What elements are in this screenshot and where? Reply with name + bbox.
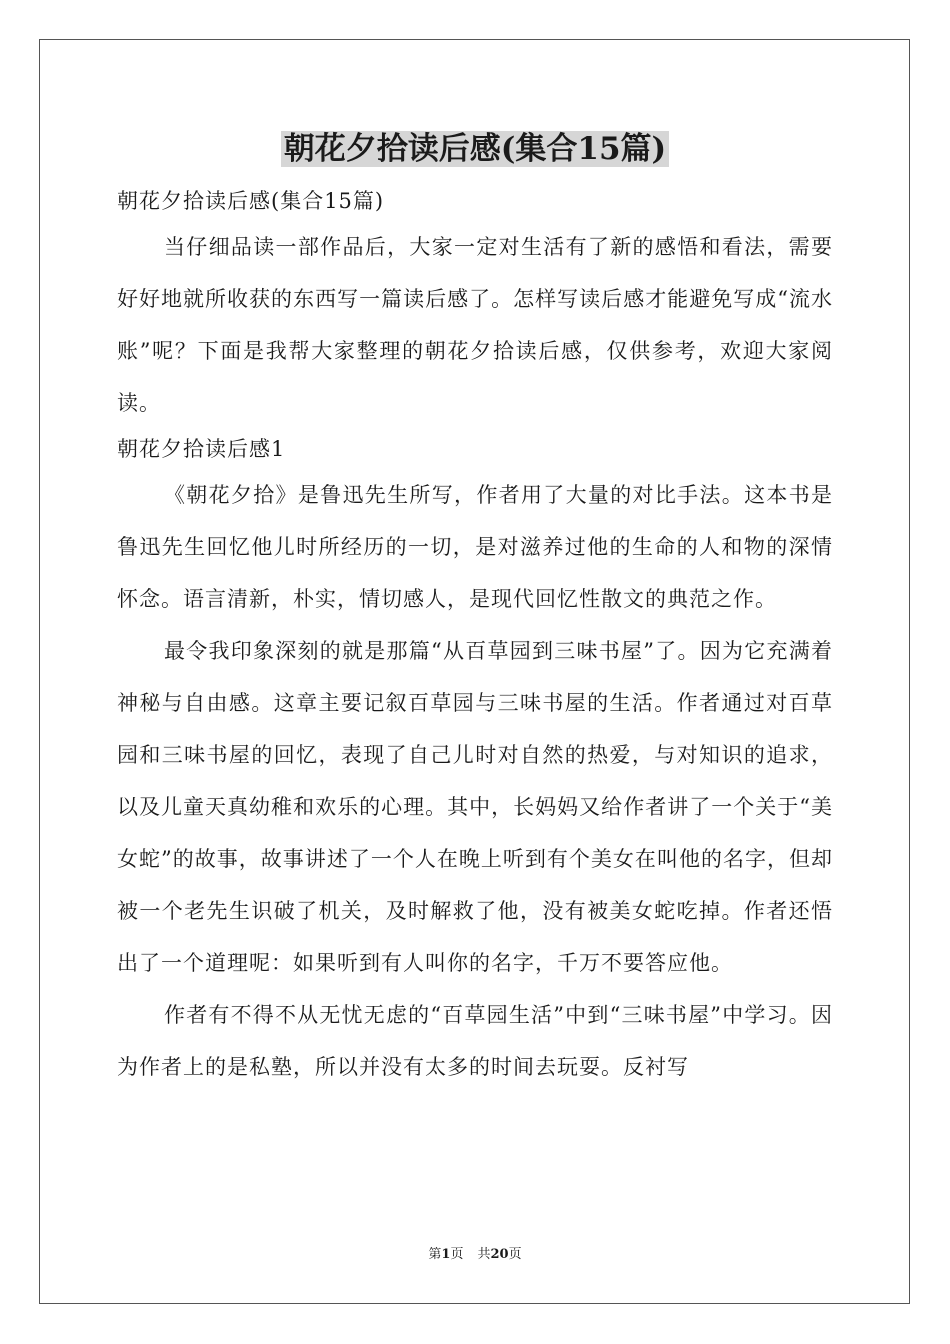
document-title-text: 朝花夕拾读后感(集合15篇) [281, 131, 669, 167]
page-number: 1 [441, 1247, 451, 1262]
body-paragraph: 作者有不得不从无忧无虑的“百草园生活”中到“三味书屋”中学习。因为作者上的是私塾，所以并没有太多的时间去玩耍。反衬写 [117, 1003, 833, 1079]
body-paragraph: 最令我印象深刻的就是那篇“从百草园到三味书屋”了。因为它充满着神秘与自由感。这章主要记叙百草园与三味书屋的生活。作者通过对百草园和三味书屋的回忆，表现了自己儿时对自然的热爱，与对知识的追求，以及儿童天真幼稚和欢乐的心理。其中，长妈妈又给作者讲了一个关于“美女蛇”的故事，故事讲述了一个人在晚上听到有个美女在叫他的名字，但却被一个老先生识破了机关，及时解救了他，没有被美女蛇吃掉。作者还悟出了一个道理呢：如果听到有人叫你的名字，千万不要答应他。 [117, 639, 833, 975]
total-prefix: 共 [477, 1247, 491, 1262]
body-paragraph: 《朝花夕拾》是鲁迅先生所写，作者用了大量的对比手法。这本书是鲁迅先生回忆他儿时所经历的一切，是对滋养过他的生命的人和物的深情怀念。语言清新，朴实，情切感人，是现代回忆性散文的典范之作。 [117, 483, 833, 611]
total-pages: 20 [490, 1247, 509, 1262]
document-title [0, 125, 950, 173]
document-subtitle: 朝花夕拾读后感(集合15篇) [117, 189, 385, 213]
section-heading: 朝花夕拾读后感1 [117, 437, 286, 461]
page-footer [0, 1245, 950, 1265]
page-suffix: 页 [450, 1247, 464, 1262]
intro-paragraph: 当仔细品读一部作品后，大家一定对生活有了新的感悟和看法，需要好好地就所收获的东西写一篇读后感了。怎样写读后感才能避免写成“流水账”呢？下面是我帮大家整理的朝花夕拾读后感，仅供参考，欢迎大家阅读。 [117, 235, 833, 415]
total-suffix: 页 [508, 1247, 522, 1262]
document-body [117, 181, 833, 1093]
page-prefix: 第 [428, 1247, 442, 1262]
